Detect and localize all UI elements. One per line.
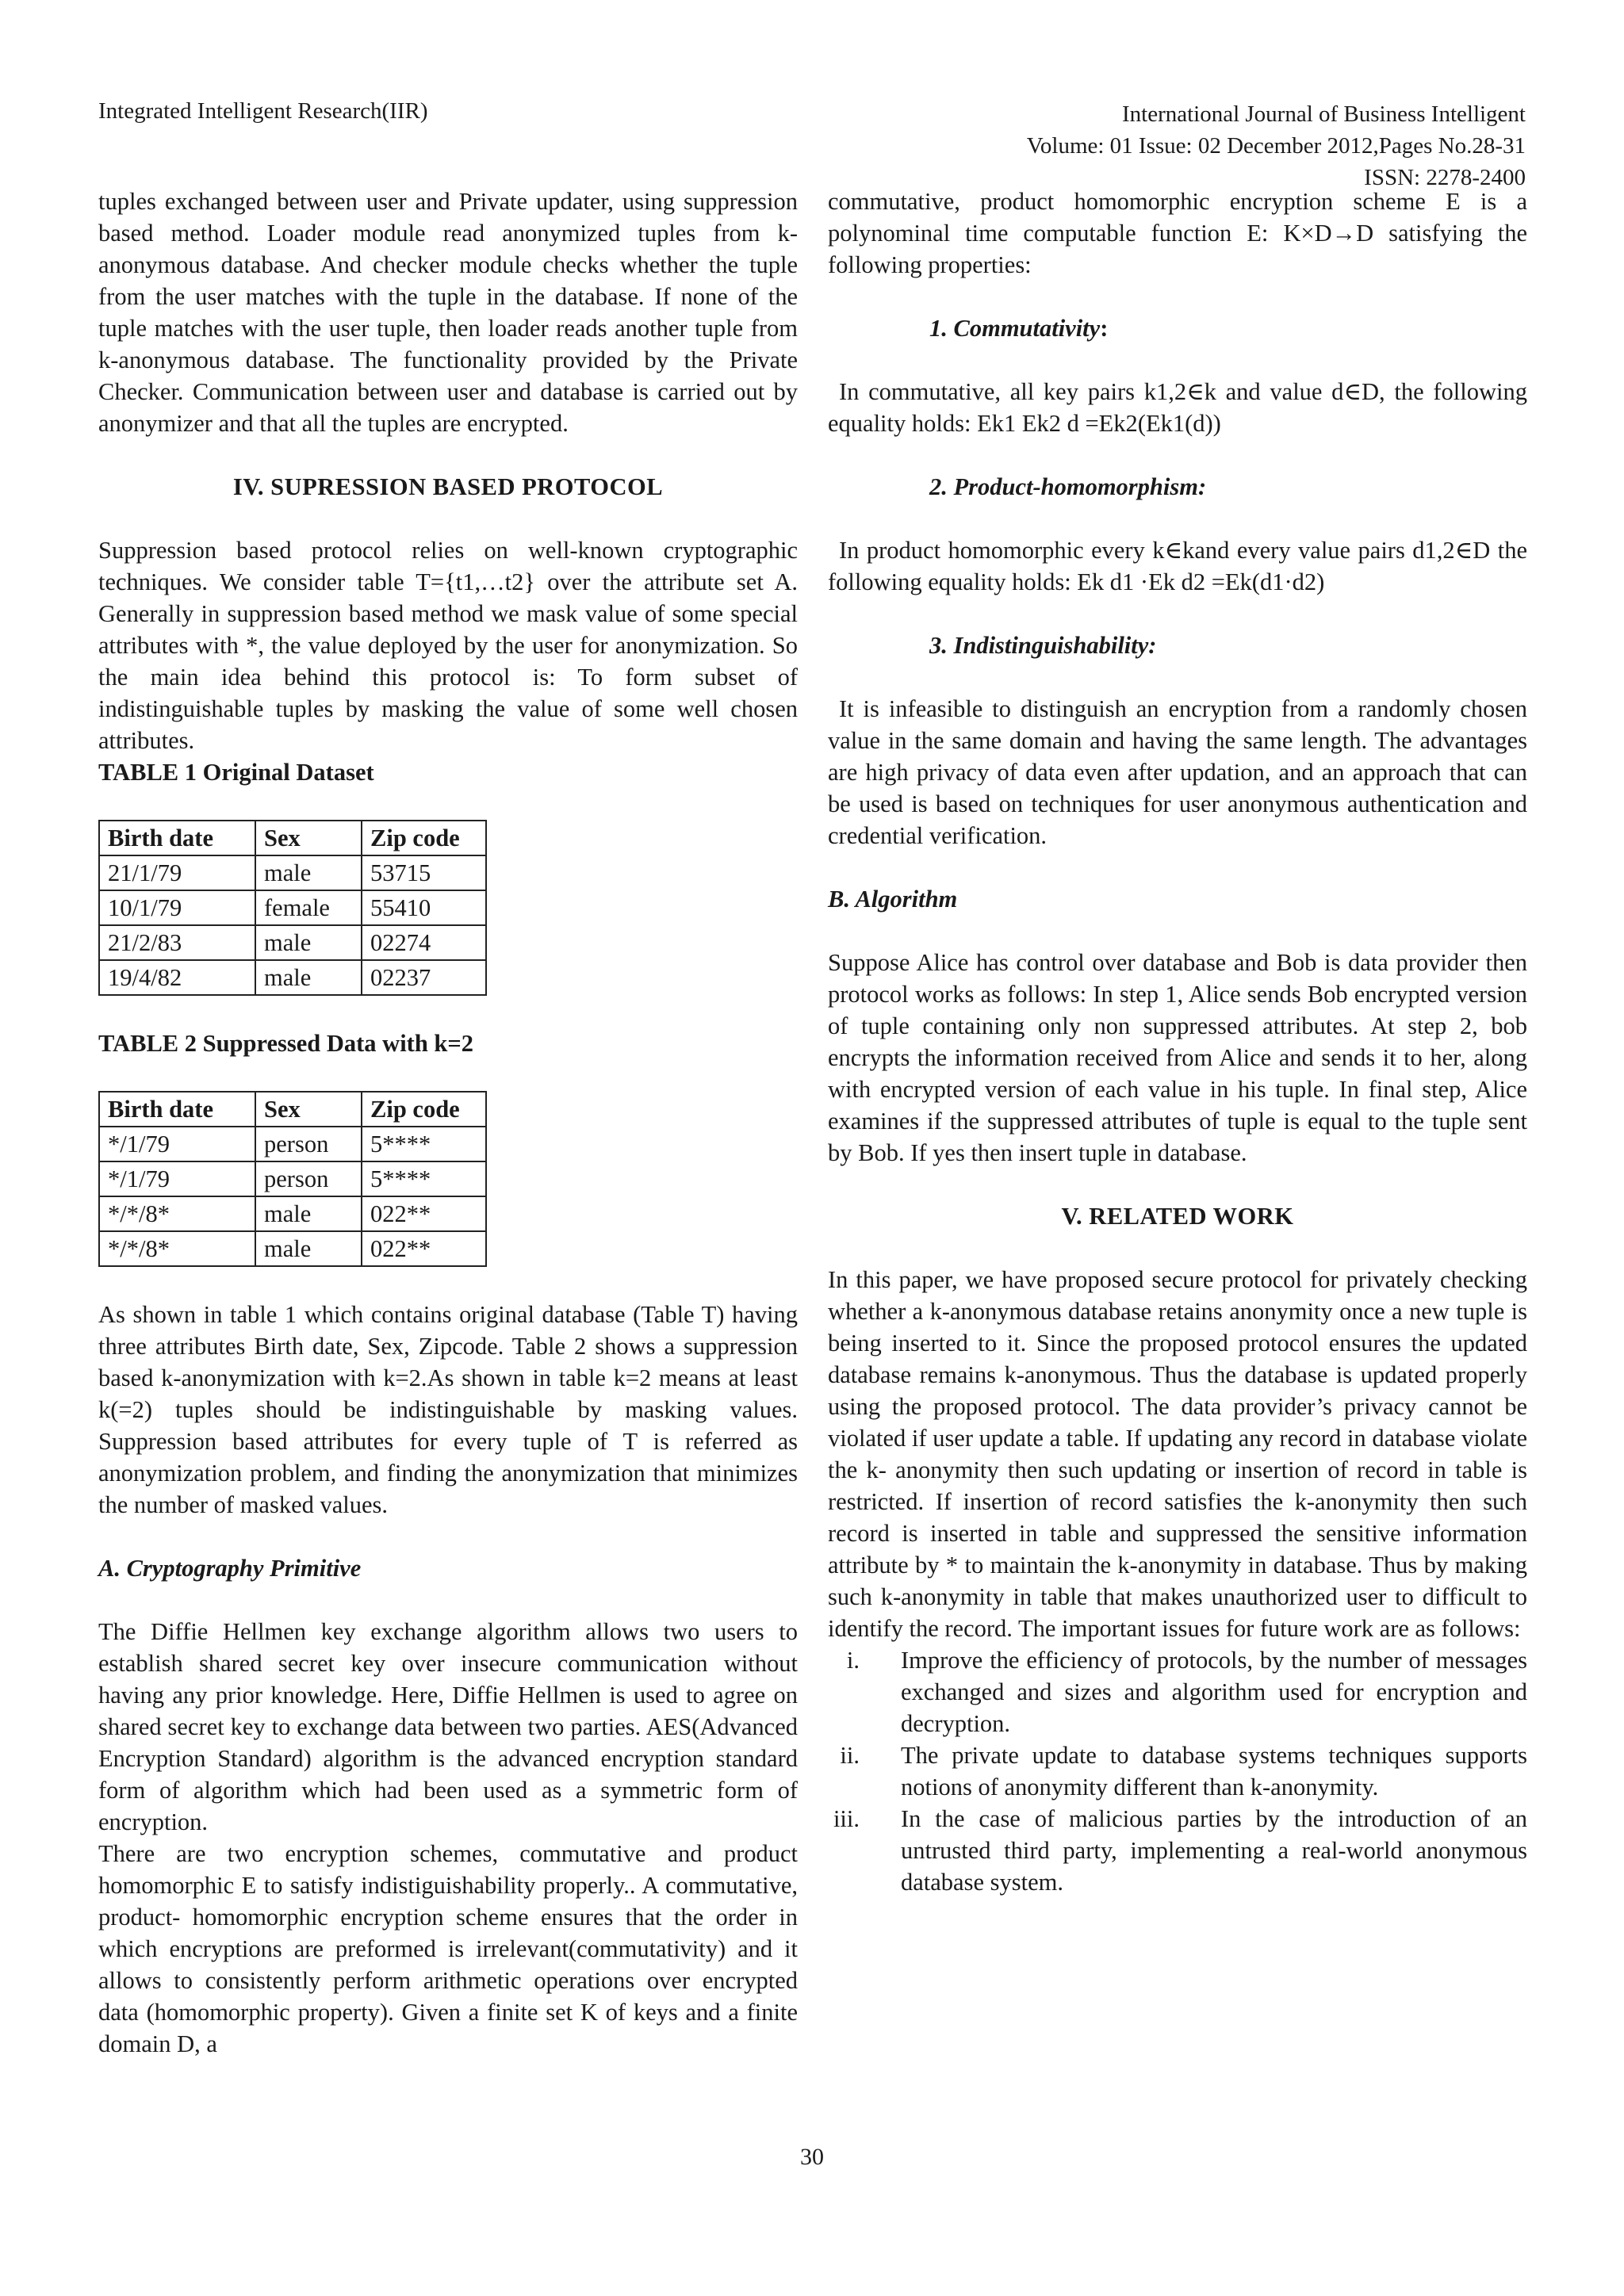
table-cell: 022** xyxy=(362,1196,486,1231)
page-number: 30 xyxy=(800,2144,824,2170)
property-3-text: It is infeasible to distinguish an encryption from a randomly chosen value in the same domain and having the same length. The advantages are high privacy of data even after updation, and an approach that can be used is based on techniques for user anonymous authentication and credential verification. xyxy=(828,695,1527,849)
header-issn: ISSN: 2278-2400 xyxy=(1364,165,1526,190)
crypto-paragraph-1: The Diffie Hellmen key exchange algorithm allows two users to establish shared secret key over insecure communication without having any prior knowledge. Here, Diffie Hellmen is used to agree on shared secret key to exchange data between two parties. AES(Advanced Encryption Standard) algorithm is the advanced encryption standard form of algorithm which had been used as a symmetric form of encryption. xyxy=(98,1618,798,1835)
header-journal-info xyxy=(1027,98,1526,193)
table-cell: */*/8* xyxy=(99,1196,255,1231)
intro-paragraph: tuples exchanged between user and Private updater, using suppression based method. Loader module read anonymized tuples from k-anonymous database. And checker module checks whether the tuple from the user matches with the tuple in the database. If none of the tuple matches with the user tuple, then loader reads another tuple from k-anonymous database. The functionality provided by the Private Checker. Communication between user and database is carried out by anonymizer and that all the tuples are encrypted. xyxy=(98,188,798,437)
list-item-number: ii. xyxy=(840,1742,860,1769)
left-column xyxy=(98,186,798,2060)
table-header-cell: Zip code xyxy=(362,821,486,855)
table-2-caption: TABLE 2 Suppressed Data with k=2 xyxy=(98,1030,474,1057)
property-2-text: In product homomorphic every k∈kand every value pairs d1,2∈D the following equality holds: Ek d1 ·Ek d2 =Ek(d1·d2) xyxy=(828,537,1527,595)
algorithm-paragraph: Suppose Alice has control over database and Bob is data provider then protocol works as follows: In step 1, Alice sends Bob encrypted version of tuple containing only non suppressed attributes. At step 2, bob encrypts the information received from Alice and sends it to her, along with encrypted version of each value in his tuple. In final step, Alice examines if the suppressed attributes of tuple is equal to the tuple sent by Bob. If yes then insert tuple in database. xyxy=(828,949,1527,1166)
table-cell: male xyxy=(255,960,362,995)
table-row xyxy=(99,890,486,925)
table-cell: */1/79 xyxy=(99,1127,255,1161)
table-row xyxy=(99,1127,486,1161)
table-1-caption: TABLE 1 Original Dataset xyxy=(98,759,374,786)
table-cell: 02237 xyxy=(362,960,486,995)
table-cell: male xyxy=(255,855,362,890)
table-row xyxy=(99,1231,486,1266)
list-item-number: i. xyxy=(846,1647,860,1674)
future-work-list xyxy=(828,1644,1527,1898)
related-work-paragraph: In this paper, we have proposed secure protocol for privately checking whether a k-anonymous database retains anonymity once a new tuple is being inserted to it. Since the proposed protocol ensures the updated database remains k-anonymous. Thus the database is updated properly using the proposed protocol. The data provider’s privacy cannot be violated if user update a table. If updating any record in database violate the k- anonymity then such updating or insertion of record in table is restricted. If insertion of record satisfies the k-anonymity then such record is inserted in table and suppressed the sensitive information attribute by * to maintain the k-anonymity in database. Thus by making such k-anonymity in table that makes unauthorized user to difficult to identify the record. The important issues for future work are as follows: xyxy=(828,1266,1527,1642)
table-cell: 19/4/82 xyxy=(99,960,255,995)
table-cell: male xyxy=(255,1196,362,1231)
property-1-title xyxy=(828,312,1527,344)
table-cell: */1/79 xyxy=(99,1161,255,1196)
table-cell: 53715 xyxy=(362,855,486,890)
continuation-paragraph: commutative, product homomorphic encryption scheme E is a polynominal time computable function E: K×D→D satisfying the following properties: xyxy=(828,188,1527,278)
tables-explanation-paragraph: As shown in table 1 which contains original database (Table T) having three attributes Birth date, Sex, Zipcode. Table 2 shows a suppression based k-anonymization with k=2.As shown in table k=2 means at least k(=2) tuples should be indistinguishable by masking values. Suppression based attributes for every tuple of T is referred as anonymization problem, and finding the anonymization that minimizes the number of masked values. xyxy=(98,1301,798,1518)
list-item xyxy=(828,1803,1527,1898)
table-row xyxy=(99,925,486,960)
table-row xyxy=(99,855,486,890)
list-item xyxy=(828,1739,1527,1803)
table-header-row xyxy=(99,821,486,855)
right-column xyxy=(828,186,1527,1898)
table-cell: 21/2/83 xyxy=(99,925,255,960)
table-cell: 5**** xyxy=(362,1161,486,1196)
section-5-title: V. RELATED WORK xyxy=(1061,1203,1294,1230)
table-cell: */*/8* xyxy=(99,1231,255,1266)
list-item-text: The private update to database systems techniques supports notions of anonymity different than k-anonymity. xyxy=(901,1742,1527,1800)
table-cell: 022** xyxy=(362,1231,486,1266)
table-cell: male xyxy=(255,925,362,960)
list-item-text: Improve the efficiency of protocols, by the number of messages exchanged and sizes and algorithm used for encryption and decryption. xyxy=(901,1647,1527,1737)
table-header-cell: Sex xyxy=(255,821,362,855)
table-header-cell: Sex xyxy=(255,1092,362,1127)
property-1-text: In commutative, all key pairs k1,2∈k and value d∈D, the following equality holds: Ek1 Ek2 d =Ek2(Ek1(d)) xyxy=(828,378,1527,437)
table-cell: person xyxy=(255,1127,362,1161)
table-cell: male xyxy=(255,1231,362,1266)
property-1-title-colon: : xyxy=(1100,315,1109,342)
table-header-cell: Birth date xyxy=(99,1092,255,1127)
table-cell: person xyxy=(255,1161,362,1196)
list-item-text: In the case of malicious parties by the introduction of an untrusted third party, implementing a real-world anonymous database system. xyxy=(901,1805,1527,1896)
subsection-b-title: B. Algorithm xyxy=(828,886,958,913)
table-header-cell: Birth date xyxy=(99,821,255,855)
section-4-paragraph: Suppression based protocol relies on well-known cryptographic techniques. We consider table T={t1,…t2} over the attribute set A. Generally in suppression based method we mask value of some special attributes with *, the value deployed by the user for anonymization. So the main idea behind this protocol is: To form subset of indistinguishable tuples by masking the value of some well chosen attributes. xyxy=(98,537,798,754)
table-cell: 02274 xyxy=(362,925,486,960)
table-cell: 5**** xyxy=(362,1127,486,1161)
table-cell: 10/1/79 xyxy=(99,890,255,925)
table-row xyxy=(99,1161,486,1196)
table-cell: female xyxy=(255,890,362,925)
table-row xyxy=(99,1196,486,1231)
header-volume-issue: Volume: 01 Issue: 02 December 2012,Pages No.28-31 xyxy=(1026,133,1526,159)
table-cell: 55410 xyxy=(362,890,486,925)
header-journal-short: Integrated Intelligent Research(IIR) xyxy=(98,98,428,124)
subsection-a-title: A. Cryptography Primitive xyxy=(98,1555,362,1582)
table-header-cell: Zip code xyxy=(362,1092,486,1127)
table-1-original-dataset xyxy=(98,820,487,996)
list-item-number: iii. xyxy=(833,1805,860,1832)
table-2-suppressed-data xyxy=(98,1091,487,1267)
property-1-title-text: 1. Commutativity xyxy=(929,315,1101,342)
table-header-row xyxy=(99,1092,486,1127)
table-cell: 21/1/79 xyxy=(99,855,255,890)
list-item xyxy=(828,1644,1527,1739)
crypto-paragraph-2: There are two encryption schemes, commutative and product homomorphic E to satisfy indistiguishability properly.. A commutative, product- homomorphic encryption scheme ensures that the order in which encryptions are preformed is irrelevant(commutativity) and it allows to consistently perform arithmetic operations over encrypted data (homomorphic property). Given a finite set K of keys and a finite domain D, a xyxy=(98,1840,798,2057)
header-journal-name: International Journal of Business Intelligent xyxy=(1121,101,1526,127)
property-3-title: 3. Indistinguishability: xyxy=(929,632,1157,659)
section-4-title: IV. SUPRESSION BASED PROTOCOL xyxy=(232,473,664,500)
property-2-title: 2. Product-homomorphism: xyxy=(929,473,1207,500)
table-row xyxy=(99,960,486,995)
